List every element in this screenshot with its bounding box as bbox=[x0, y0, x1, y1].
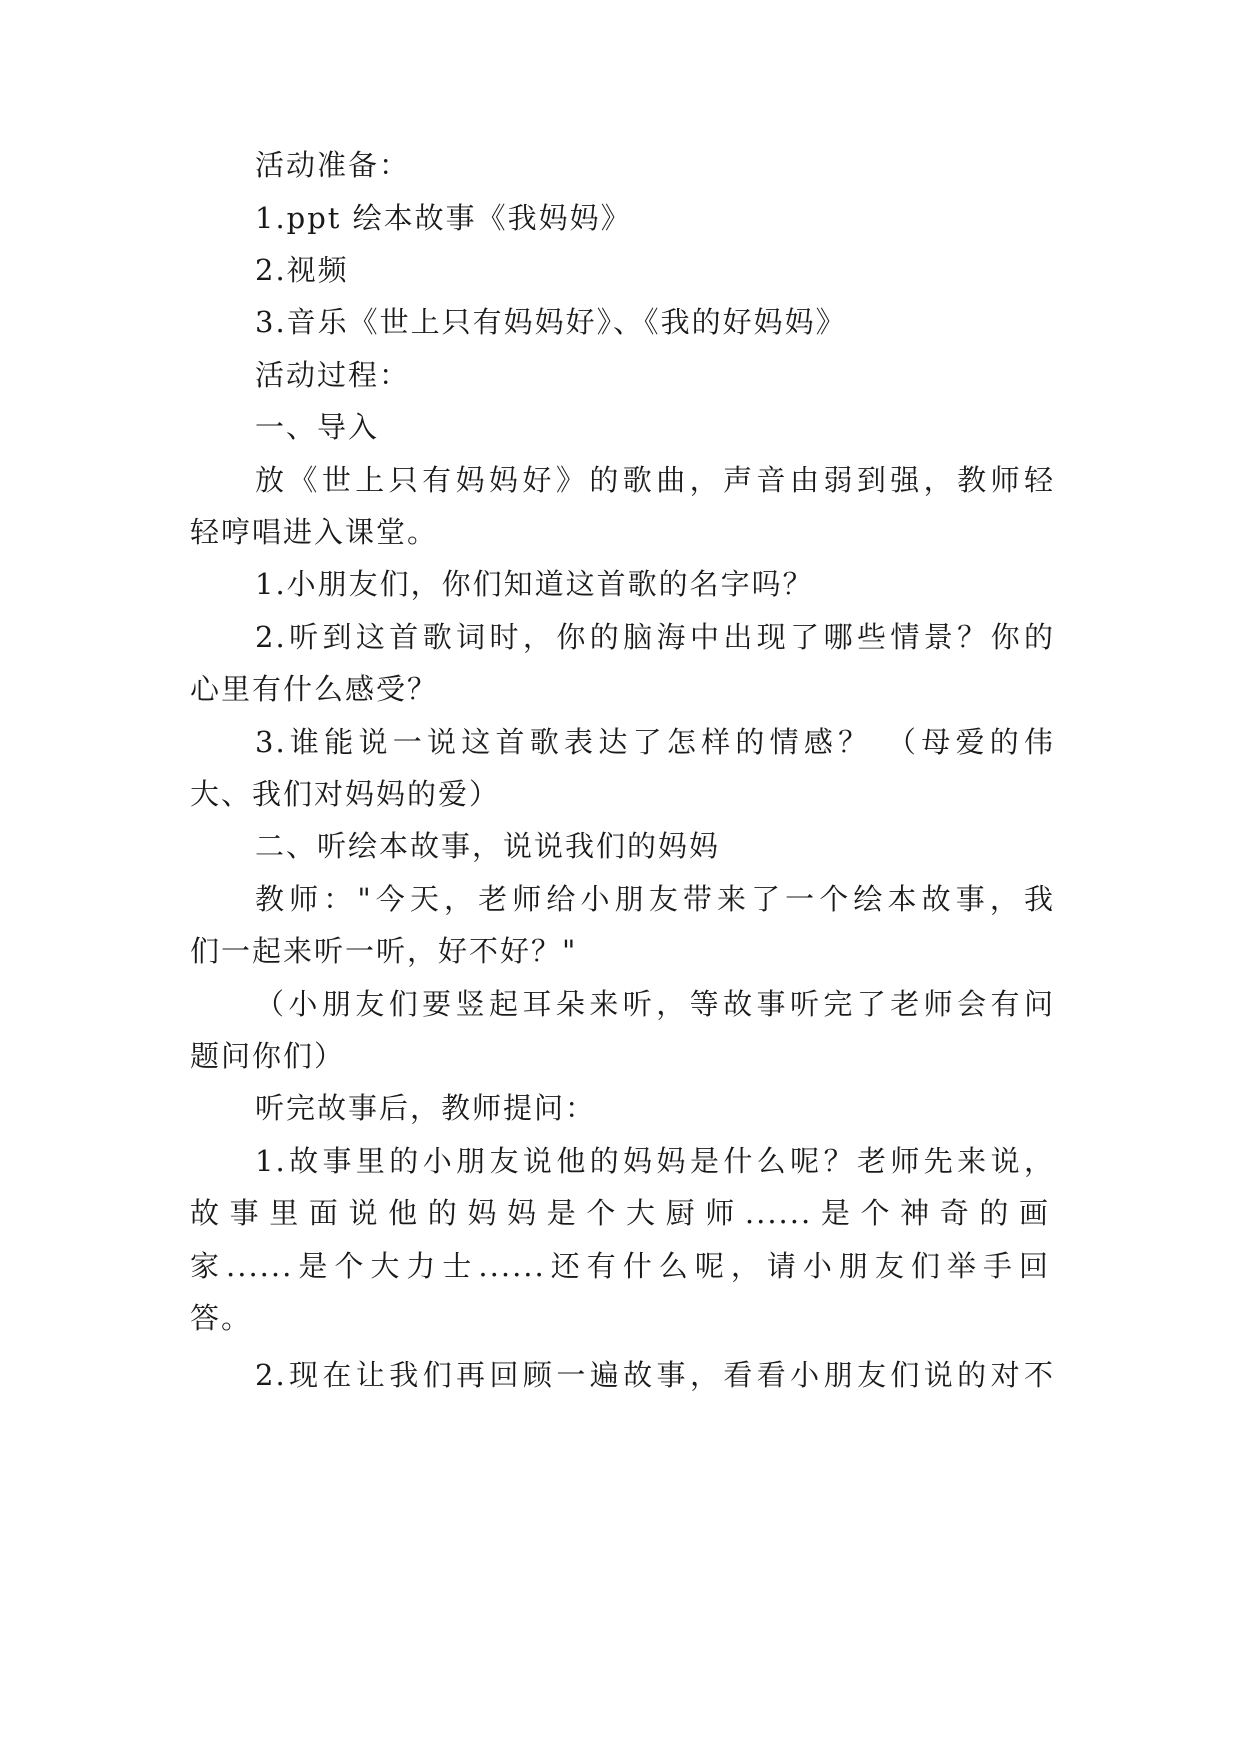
question-item: 2.现在让我们再回顾一遍故事，看看小朋友们说的对不 bbox=[255, 1358, 1055, 1392]
question-item: 1.故事里的小朋友说他的妈妈是什么呢？老师先来说， bbox=[255, 1144, 1055, 1178]
paragraph-line: 听完故事后，教师提问： bbox=[255, 1091, 597, 1125]
paragraph-line: 故事里面说他的妈妈是个大厨师......是个神奇的画 bbox=[190, 1196, 1050, 1230]
paragraph-line: 答。 bbox=[190, 1301, 253, 1335]
paragraph-line: 心里有什么感受？ bbox=[190, 672, 439, 706]
paragraph-line: 题问你们） bbox=[190, 1039, 346, 1073]
section-heading-intro: 一、导入 bbox=[255, 410, 380, 444]
paragraph-line: 大、我们对妈妈的爱） bbox=[190, 777, 501, 811]
paragraph-line: 放《世上只有妈妈好》的歌曲，声音由弱到强，教师轻 bbox=[255, 463, 1055, 497]
heading-activity-preparation: 活动准备： bbox=[255, 148, 411, 182]
paragraph-line: 教师："今天，老师给小朋友带来了一个绘本故事，我 bbox=[255, 882, 1055, 916]
heading-activity-process: 活动过程： bbox=[255, 358, 411, 392]
preparation-item-2: 2.视频 bbox=[255, 253, 349, 287]
paragraph-line: （小朋友们要竖起耳朵来听，等故事听完了老师会有问 bbox=[255, 987, 1055, 1021]
preparation-item-1: 1.ppt 绘本故事《我妈妈》 bbox=[255, 201, 632, 235]
paragraph-line: 轻哼唱进入课堂。 bbox=[190, 515, 439, 549]
preparation-item-3: 3.音乐《世上只有妈妈好》、《我的好妈妈》 bbox=[255, 305, 847, 339]
question-item: 1.小朋友们，你们知道这首歌的名字吗？ bbox=[255, 567, 814, 601]
question-item: 2.听到这首歌词时，你的脑海中出现了哪些情景？你的 bbox=[255, 620, 1055, 654]
paragraph-line: 家......是个大力士......还有什么呢，请小朋友们举手回 bbox=[190, 1249, 1050, 1283]
paragraph-line: 们一起来听一听，好不好？" bbox=[190, 934, 578, 968]
section-heading-story: 二、听绘本故事，说说我们的妈妈 bbox=[255, 829, 721, 863]
question-item: 3.谁能说一说这首歌表达了怎样的情感？ （母爱的伟 bbox=[255, 725, 1055, 759]
